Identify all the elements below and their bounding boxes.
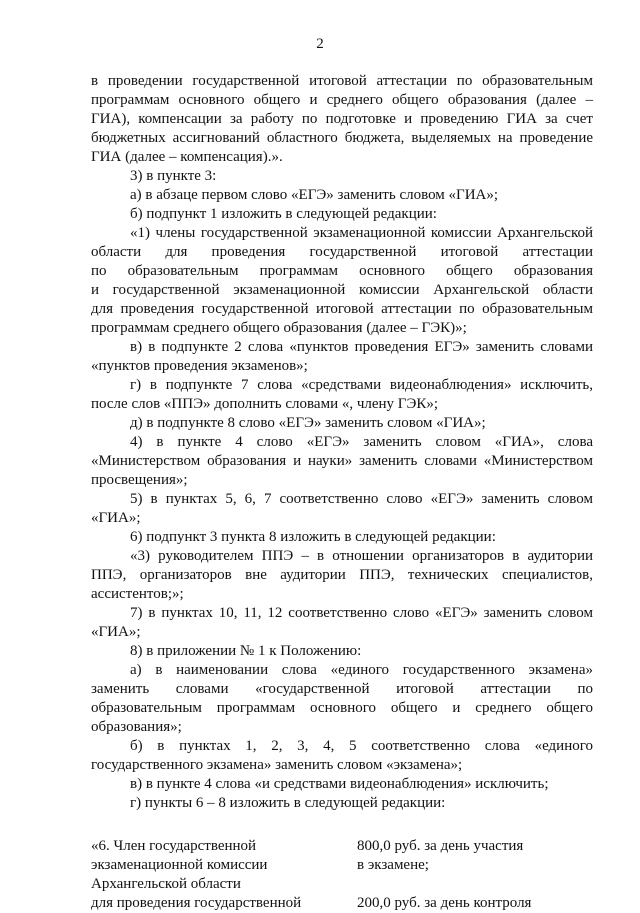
- paragraph: в) в пункте 4 слова «и средствами видеонаблюдения» исключить;: [130, 776, 549, 792]
- cell-line: 800,0 руб. за день участия: [357, 838, 524, 854]
- text-line: ППЭ, организаторов вне аудитории ППЭ, технических специалистов,: [91, 567, 593, 583]
- text-line: ассистентов;»;: [91, 586, 184, 602]
- paragraph: [91, 433, 593, 490]
- spacer: [91, 813, 593, 837]
- paragraph: [91, 661, 593, 737]
- text-line: «пунктов проведения экзаменов»;: [91, 358, 308, 374]
- text-line: и государственной экзаменационной комиссии Архангельской области: [91, 282, 593, 298]
- table-cell-label: [91, 894, 357, 913]
- paragraph: [91, 72, 593, 167]
- text-line: государственного экзамена» заменить словом «экзамена»;: [91, 757, 463, 773]
- text-line: программам основного общего и среднего общего образования (далее –: [91, 92, 593, 108]
- table-row: [91, 894, 593, 913]
- text-line: в) в подпункте 2 слова «пунктов проведения ЕГЭ» заменить словами: [130, 339, 593, 355]
- paragraph: [91, 547, 593, 604]
- text-line: «3) руководителем ППЭ – в отношении организаторов в аудитории: [130, 548, 593, 564]
- paragraph: [91, 224, 593, 338]
- paragraph: г) пункты 6 – 8 изложить в следующей редакции:: [130, 795, 446, 811]
- text-line: «ГИА»;: [91, 624, 141, 640]
- text-line: 4) в пункте 4 слово «ЕГЭ» заменить словом «ГИА», слова: [130, 434, 593, 450]
- table-row: [91, 837, 593, 894]
- table-cell-rate: [357, 894, 593, 913]
- document-body: [91, 72, 593, 913]
- paragraph: [91, 737, 593, 775]
- cell-line: Архангельской области: [91, 876, 241, 892]
- cell-line: экзаменационной комиссии: [91, 857, 268, 873]
- page-number: 2: [316, 36, 324, 52]
- paragraph: [91, 604, 593, 642]
- text-line: ГИА), компенсации за работу по подготовке и проведению ГИА за счет: [91, 111, 593, 127]
- paragraph: а) в абзаце первом слово «ЕГЭ» заменить словом «ГИА»;: [130, 187, 499, 203]
- text-line: бюджетных ассигнований областного бюджета, выделяемых на проведение: [91, 130, 593, 146]
- text-line: 5) в пунктах 5, 6, 7 соответственно слово «ЕГЭ» заменить словом: [130, 491, 593, 507]
- text-line: а) в наименовании слова «единого государственного экзамена»: [130, 662, 593, 678]
- text-line: образования»;: [91, 719, 182, 735]
- cell-line: для проведения государственной: [91, 895, 302, 911]
- text-line: «ГИА»;: [91, 510, 141, 526]
- text-line: в проведении государственной итоговой аттестации по образовательным: [91, 73, 593, 89]
- text-line: просвещения»;: [91, 472, 188, 488]
- cell-line: «6. Член государственной: [91, 838, 257, 854]
- text-line: области для проведения государственной итоговой аттестации: [91, 244, 593, 260]
- text-line: «Министерством образования и науки» заменить словами «Министерством: [91, 453, 593, 469]
- paragraph: 6) подпункт 3 пункта 8 изложить в следующей редакции:: [130, 529, 496, 545]
- paragraph: д) в подпункте 8 слово «ЕГЭ» заменить словом «ГИА»;: [130, 415, 486, 431]
- text-line: заменить словами «государственной итоговой аттестации по: [91, 681, 593, 697]
- paragraph: [91, 490, 593, 528]
- cell-line: 200,0 руб. за день контроля: [357, 895, 532, 911]
- rates-table: [91, 837, 593, 913]
- text-line: ГИА (далее – компенсация).».: [91, 149, 283, 165]
- text-line: б) в пунктах 1, 2, 3, 4, 5 соответственно слова «единого: [130, 738, 593, 754]
- paragraph: б) подпункт 1 изложить в следующей редакции:: [130, 206, 437, 222]
- text-line: г) в подпункте 7 слова «средствами видеонаблюдения» исключить,: [130, 377, 593, 393]
- text-line: 7) в пунктах 10, 11, 12 соответственно слово «ЕГЭ» заменить словом: [130, 605, 593, 621]
- cell-line: в экзамене;: [357, 857, 429, 873]
- paragraph: 3) в пункте 3:: [130, 168, 217, 184]
- table-cell-label: [91, 837, 357, 894]
- paragraph: [91, 338, 593, 376]
- text-line: после слов «ППЭ» дополнить словами «, члену ГЭК»;: [91, 396, 439, 412]
- paragraph: [91, 376, 593, 414]
- text-line: образовательным программам основного общего и среднего общего: [91, 700, 593, 716]
- paragraph: 8) в приложении № 1 к Положению:: [130, 643, 362, 659]
- text-line: программам среднего общего образования (далее – ГЭК)»;: [91, 320, 467, 336]
- text-line: для проведения государственной итоговой аттестации по образовательным: [91, 301, 593, 317]
- text-line: «1) члены государственной экзаменационной комиссии Архангельской: [130, 225, 593, 241]
- table-cell-rate: [357, 837, 593, 894]
- text-line: по образовательным программам основного общего образования: [91, 263, 593, 279]
